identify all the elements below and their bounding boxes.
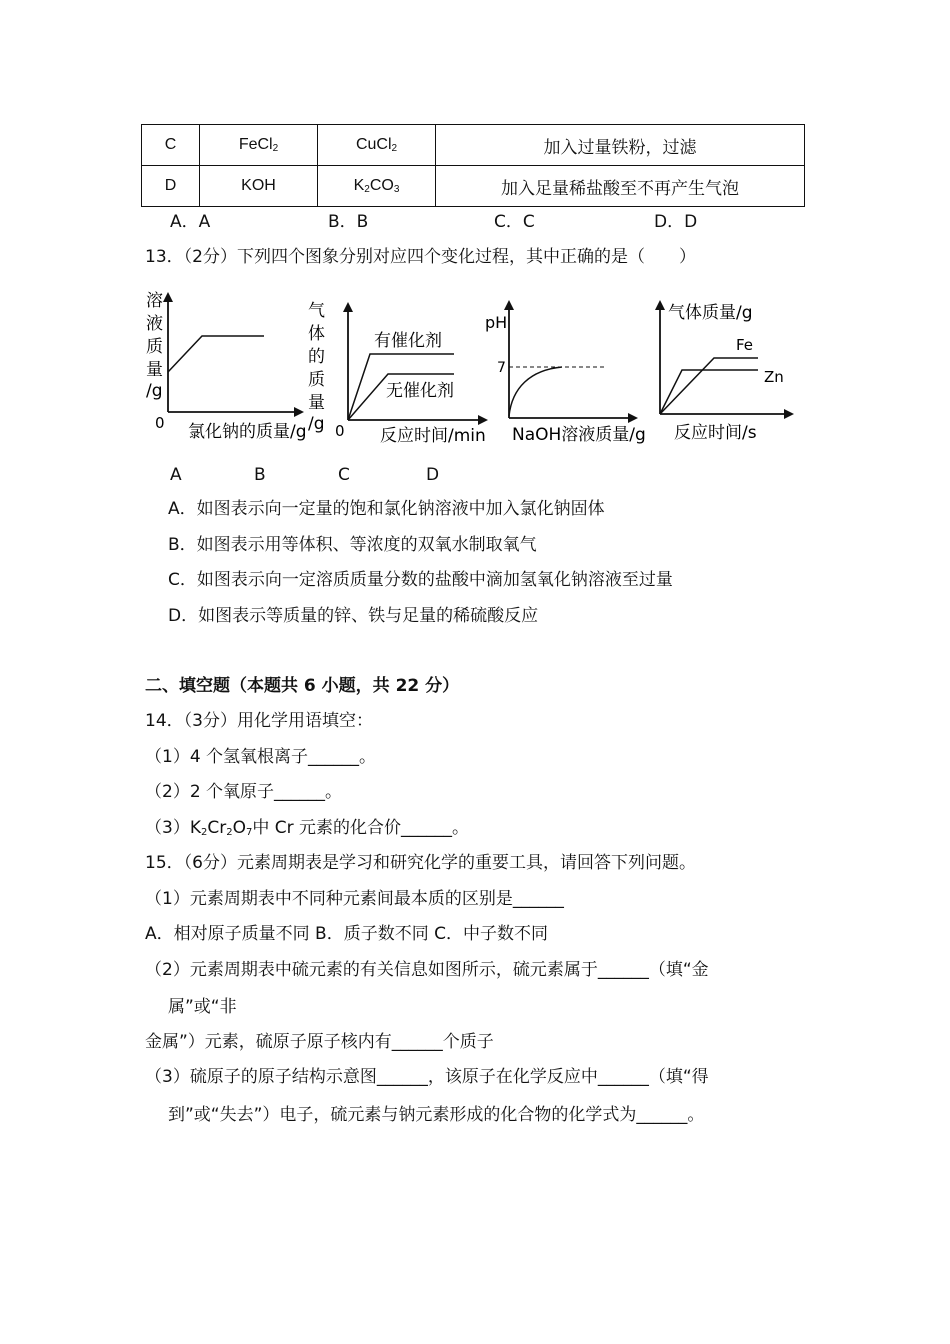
y-tick-label: 7 <box>497 360 506 376</box>
chart-letter-b: B <box>254 465 266 485</box>
x-axis-arrow <box>294 407 304 417</box>
x-axis-label: 反应时间/s <box>674 423 757 443</box>
q15-part2-line3: 金属”）元素，硫原子原子核内有______个质子 <box>145 1032 494 1052</box>
curve <box>509 367 562 416</box>
ylabel-char: 溶 <box>146 291 163 311</box>
ylabel-char: 液 <box>146 314 163 334</box>
ylabel-char: 的 <box>308 347 325 367</box>
series-zn <box>660 370 758 414</box>
q13-option-a: A．如图表示向一定量的饱和氯化钠溶液中加入氯化钠固体 <box>168 499 605 519</box>
q15-stem: 15．（6分）元素周期表是学习和研究化学的重要工具，请回答下列问题。 <box>145 853 696 873</box>
y-axis-arrow <box>655 300 665 310</box>
chart-letter-d: D <box>426 465 440 485</box>
origin-label: 0 <box>155 414 165 432</box>
q13-option-b: B．如图表示用等体积、等浓度的双氧水制取氧气 <box>168 535 537 555</box>
ylabel-char: 量 <box>308 393 325 413</box>
row-id: C <box>142 125 200 166</box>
method-cell: 加入足量稀盐酸至不再产生气泡 <box>436 166 805 207</box>
q12-option-b: B．B <box>328 212 369 232</box>
series-label: 有催化剂 <box>374 331 442 351</box>
x-axis-label: 反应时间/min <box>380 426 486 446</box>
q13-option-d: D．如图表示等质量的锌、铁与足量的稀硫酸反应 <box>168 606 539 626</box>
chart-a <box>140 288 310 443</box>
table-row <box>142 166 805 207</box>
q14-part1: （1）4 个氢氧根离子______。 <box>145 747 377 767</box>
q15-part1: （1）元素周期表中不同种元素间最本质的区别是______ <box>145 889 564 909</box>
q15-part2-line1: （2）元素周期表中硫元素的有关信息如图所示，硫元素属于______（填“金 <box>145 960 709 980</box>
chart-d <box>648 296 838 446</box>
q15-part3-line1: （3）硫原子的原子结构示意图______，该原子在化学反应中______（填“得 <box>145 1067 709 1087</box>
ylabel-char: 量 <box>146 360 163 380</box>
ylabel-char: /g <box>308 414 325 434</box>
x-axis-label: 氯化钠的质量/g <box>188 422 307 442</box>
impurity-cell: CuCl$_2$ <box>318 125 436 166</box>
ylabel-char: 质 <box>146 337 163 357</box>
reagent-cell: KOH <box>200 166 318 207</box>
table-row <box>142 125 805 166</box>
chart-letter-c: C <box>338 465 350 485</box>
x-axis-label: NaOH溶液质量/g <box>512 425 646 445</box>
y-axis-arrow <box>504 300 514 310</box>
chart-b <box>304 298 494 448</box>
row-id: D <box>142 166 200 207</box>
q12-option-a: A．A <box>170 212 211 232</box>
curve <box>168 336 264 372</box>
y-axis-label: pH <box>485 313 508 332</box>
chart-c <box>482 296 652 448</box>
chart-a-ylabel <box>146 291 163 401</box>
q15-part3-line2: 到”或“失去”）电子，硫元素与钠元素形成的化合物的化学式为______。 <box>168 1105 705 1125</box>
q13-option-c: C．如图表示向一定溶质质量分数的盐酸中滴加氢氧化钠溶液至过量 <box>168 570 673 590</box>
series-label: 无催化剂 <box>386 381 454 401</box>
q13-stem: 13．（2分）下列四个图象分别对应四个变化过程，其中正确的是（ ） <box>145 247 696 267</box>
y-axis-arrow <box>343 302 353 312</box>
ylabel-char: 气 <box>308 301 325 321</box>
q15-part1-options: A．相对原子质量不同 B．质子数不同 C．中子数不同 <box>145 924 548 944</box>
ylabel-char: 体 <box>308 324 325 344</box>
q15-part2-line2: 属”或“非 <box>168 997 237 1017</box>
chart-b-ylabel <box>308 301 325 434</box>
impurity-cell: $K_2CO_3$ <box>318 166 436 207</box>
y-axis-label: 气体质量/g <box>668 303 753 323</box>
options-table <box>141 124 805 207</box>
series-label: Fe <box>736 336 754 354</box>
reagent-cell: FeCl$_2$ <box>200 125 318 166</box>
chart-letter-a: A <box>170 465 182 485</box>
q14-part2: （2）2 个氧原子______。 <box>145 782 343 802</box>
x-axis-arrow <box>784 409 794 419</box>
section-heading: 二、填空题（本题共 6 小题，共 22 分） <box>145 676 460 696</box>
ylabel-char: /g <box>146 381 163 401</box>
origin-label: 0 <box>335 422 345 440</box>
x-axis-arrow <box>628 413 638 423</box>
q12-option-c: C．C <box>494 212 535 232</box>
method-cell: 加入过量铁粉，过滤 <box>436 125 805 166</box>
q14-stem: 14．（3分）用化学用语填空： <box>145 711 373 731</box>
y-axis-arrow <box>163 292 173 302</box>
q14-part3: $(3)K_2Cr_2O_7$中 Cr 元素的化合价______。 <box>145 818 470 838</box>
ylabel-char: 质 <box>308 370 325 390</box>
q12-option-d: D．D <box>654 212 698 232</box>
series-label: Zn <box>764 368 784 386</box>
